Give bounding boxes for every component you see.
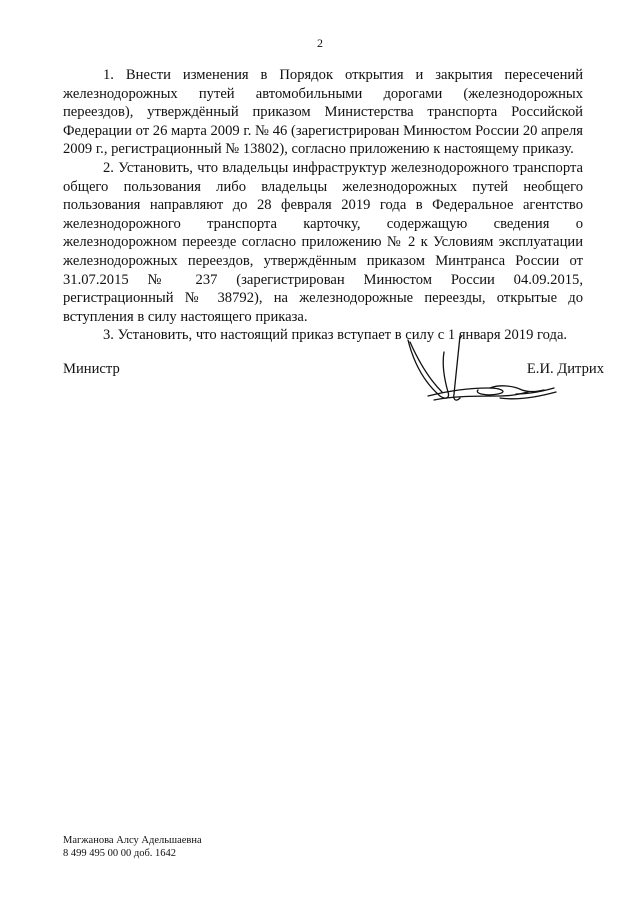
page-number: 2: [317, 36, 323, 50]
handwritten-signature-icon: [404, 334, 564, 414]
document-body: [63, 66, 583, 345]
executor-phone: 8 499 495 00 00 доб. 1642: [63, 848, 177, 859]
executor-info: [63, 834, 202, 860]
paragraph-2: 2. Установить, что владельцы инфраструктур железнодорожного транспорта общего пользования либо владельцы железнодорожных путей необщего пользования направляют до 28 февраля 2019 года в Федеральное агентство железнодорожного транспорта карточку, содержащую сведения о железнодорожном переезде согласно приложению № 2 к Условиям эксплуатации железнодорожных переездов, утверждённым приказом Минтранса России от 31.07.2015 № 237 (зарегистрирован Минюстом России 04.09.2015, регистрационный № 38792), на железнодорожные переезды, открытые до вступления в силу настоящего приказа.: [63, 159, 583, 325]
paragraph-3: 3. Установить, что настоящий приказ вступает в силу с 1 января 2019 года.: [103, 327, 568, 344]
signatory-name: Е.И. Дитрих: [526, 361, 604, 377]
executor-name: Магжанова Алсу Адельшаевна: [63, 835, 202, 846]
signatory-title: Министр: [63, 361, 120, 377]
paragraph-1: 1. Внести изменения в Порядок открытия и закрытия пересечений железнодорожных путей автомобильными дорогами (железнодорожных переездов), утверждённый приказом Министерства транспорта Российской Федерации от 26 марта 2009 г. № 46 (зарегистрирован Минюстом России 20 апреля 2009 г., регистрационный № 13802), согласно приложению к настоящему приказу.: [63, 67, 583, 158]
